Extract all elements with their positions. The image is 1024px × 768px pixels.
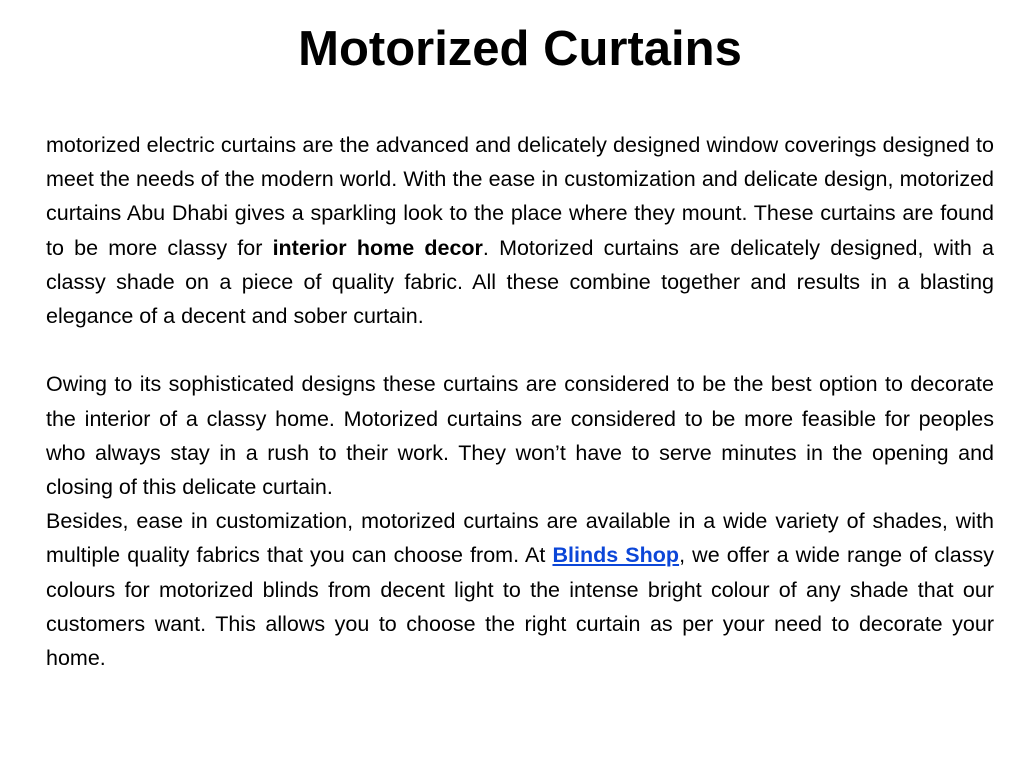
paragraph-spacer (46, 333, 994, 367)
interior-home-decor-bold-text: interior home decor (272, 235, 483, 260)
paragraph-variety-text-end: , we offer a wide range of classy colours for motorized blinds from decent light to the intense bright colour of any shade that our customers want. This allows you to choose the right curtain as per your need to decorate your home. (46, 543, 994, 671)
paragraph-intro (46, 128, 994, 333)
paragraph-intro-text-end: . Motorized curtains are delicately designed, with a classy shade on a piece of quality fabric. All these combine together and results in a blasting elegance of a decent and sober curtain. (46, 235, 994, 329)
paragraph-design (46, 367, 994, 504)
body-text (46, 128, 994, 675)
paragraph-variety (46, 504, 994, 675)
paragraph-variety-text-start: Besides, ease in customization, motorized curtains are available in a wide variety of shades, with multiple quality fabrics that you can choose from. At (46, 509, 994, 568)
paragraph-design-text: Owing to its sophisticated designs these curtains are considered to be the best option to decorate the interior of a classy home. Motorized curtains are considered to be more feasible for peoples who always stay in a rush to their work. They won’t have to serve minutes in the opening and closing of this delicate curtain. (46, 372, 994, 500)
blinds-shop-link[interactable]: Blinds Shop (552, 543, 680, 568)
paragraph-intro-text-start: motorized electric curtains are the advanced and delicately designed window coverings designed to meet the needs of the modern world. With the ease in customization and delicate design, motorized curtains Abu Dhabi gives a sparkling look to the place where they mount. These curtains are found to be more classy for (46, 133, 994, 260)
page-title: Motorized Curtains (298, 22, 742, 76)
